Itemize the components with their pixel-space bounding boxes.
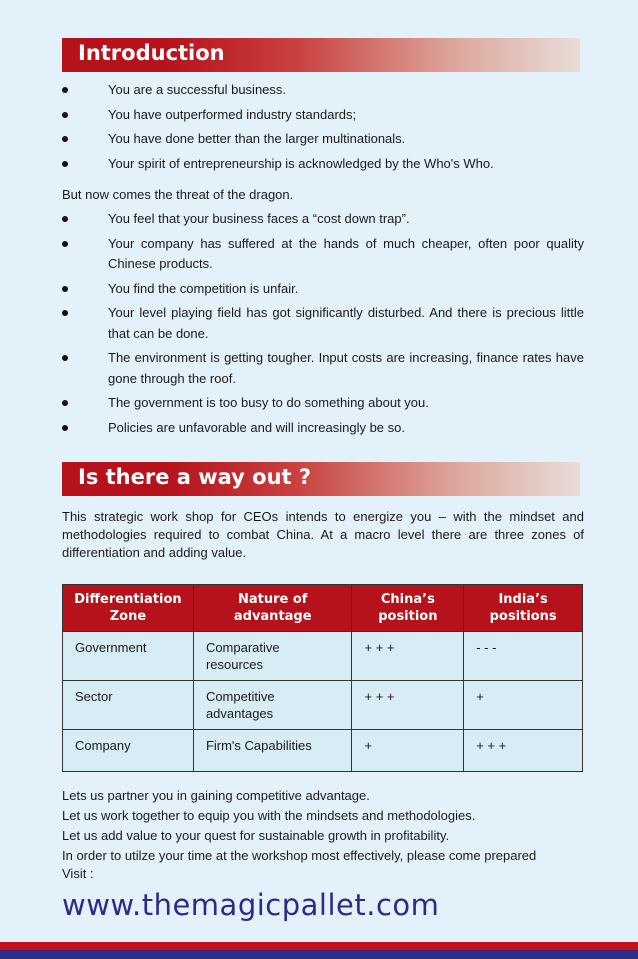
bullet-icon: [62, 136, 68, 142]
bullet-icon: [62, 286, 68, 292]
table-cell: +: [352, 730, 464, 772]
header-advantage: Nature of advantage: [193, 585, 352, 632]
bullet-icon: [62, 355, 68, 361]
dragon-intro-text: But now comes the threat of the dragon.: [62, 187, 294, 202]
footer-red-stripe: [0, 942, 638, 950]
list-item: You feel that your business faces a “cost down trap”.: [62, 209, 584, 230]
intro-bullet-list: [62, 80, 584, 178]
table-cell: Company: [63, 730, 194, 772]
list-item: Your company has suffered at the hands of much cheaper, often poor quality Chinese products.: [62, 234, 584, 275]
table-cell: Competitive advantages: [193, 681, 352, 730]
bullet-icon: [62, 400, 68, 406]
footer-blue-stripe: [0, 950, 638, 959]
website-link[interactable]: www.themagicpallet.com: [62, 888, 440, 922]
way-out-heading: Is there a way out ?: [78, 465, 312, 489]
introduction-heading: Introduction: [78, 41, 225, 65]
table-cell: - - -: [464, 632, 583, 681]
closing-statements: [62, 786, 584, 882]
bullet-icon: [62, 241, 68, 247]
workshop-paragraph: This strategic work shop for CEOs intends to energize you – with the mindset and methodologies required to combat China. At a macro level there are three zones of differentiation and adding value.: [62, 509, 584, 560]
table-row: [63, 730, 583, 772]
list-item: You have done better than the larger multinationals.: [62, 129, 584, 150]
table-cell: Sector: [63, 681, 194, 730]
header-zone: Differentiation Zone: [63, 585, 194, 632]
bullet-icon: [62, 216, 68, 222]
bullet-icon: [62, 310, 68, 316]
table-cell: Government: [63, 632, 194, 681]
closing-line: Visit :: [62, 866, 94, 881]
list-item: You find the competition is unfair.: [62, 279, 584, 300]
closing-line: Let us work together to equip you with the mindsets and methodologies.: [62, 808, 476, 823]
way-out-banner: [62, 462, 580, 496]
table-row: [63, 632, 583, 681]
table-row: [63, 681, 583, 730]
table-cell: +: [464, 681, 583, 730]
closing-line: Lets us partner you in gaining competitive advantage.: [62, 788, 370, 803]
table-cell: Firm's Capabilities: [193, 730, 352, 772]
list-item: Your level playing field has got significantly disturbed. And there is precious little that can be done.: [62, 303, 584, 344]
bullet-icon: [62, 87, 68, 93]
dragon-bullet-list: [62, 209, 584, 442]
list-item: Your spirit of entrepreneurship is acknowledged by the Who's Who.: [62, 154, 584, 175]
closing-line: Let us add value to your quest for sustainable growth in profitability.: [62, 828, 450, 843]
closing-line: In order to utilze your time at the workshop most effectively, please come prepared: [62, 848, 537, 863]
bullet-icon: [62, 161, 68, 167]
table-header-row: [63, 585, 583, 632]
list-item: The government is too busy to do something about you.: [62, 393, 584, 414]
table-cell: Comparative resources: [193, 632, 352, 681]
table-cell: + + +: [352, 632, 464, 681]
table-cell: + + +: [352, 681, 464, 730]
header-china: China’s position: [352, 585, 464, 632]
differentiation-table: [62, 584, 583, 772]
list-item: You have outperformed industry standards;: [62, 105, 584, 126]
bullet-icon: [62, 425, 68, 431]
header-india: India’s positions: [464, 585, 583, 632]
list-item: You are a successful business.: [62, 80, 584, 101]
introduction-banner: [62, 38, 580, 72]
list-item: The environment is getting tougher. Input costs are increasing, finance rates have gone through the roof.: [62, 348, 584, 389]
list-item: Policies are unfavorable and will increasingly be so.: [62, 418, 584, 439]
table-cell: + + +: [464, 730, 583, 772]
bullet-icon: [62, 112, 68, 118]
